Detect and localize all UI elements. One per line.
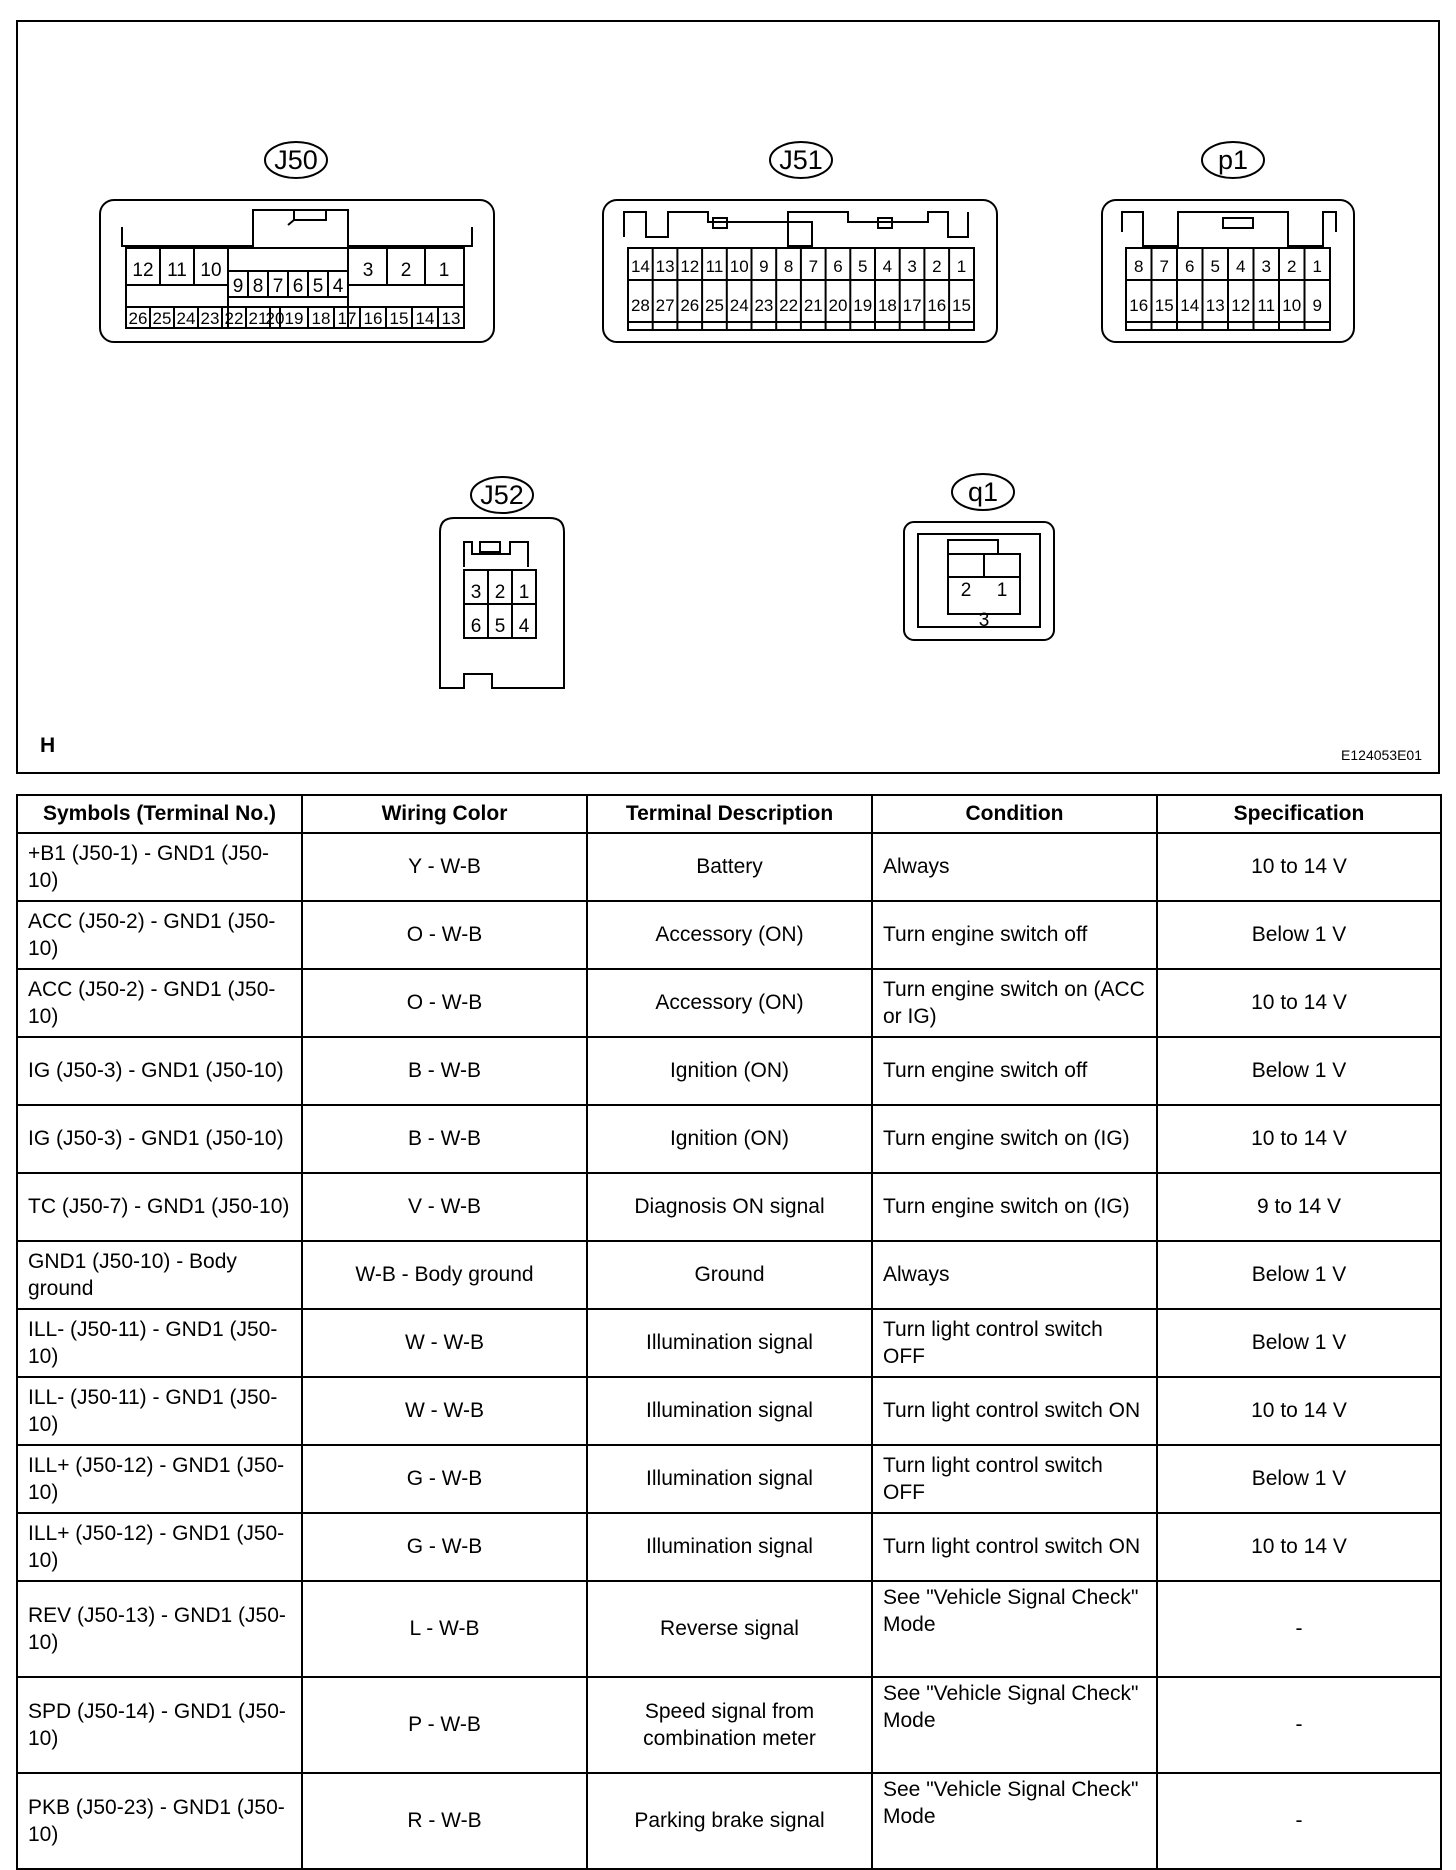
- header-specification: Specification: [1157, 795, 1441, 833]
- pin-number: 12: [680, 257, 700, 276]
- wiring-color-cell: W-B - Body ground: [302, 1241, 587, 1309]
- pin-number: 23: [754, 296, 774, 315]
- pin-number: 27: [655, 296, 675, 315]
- wiring-color-cell: R - W-B: [302, 1773, 587, 1869]
- symbol-cell: ILL+ (J50-12) - GND1 (J50-10): [17, 1513, 302, 1581]
- wiring-color-cell: W - W-B: [302, 1309, 587, 1377]
- specification-cell: Below 1 V: [1157, 1241, 1441, 1309]
- pin-number: 24: [729, 296, 749, 315]
- description-cell: Illumination signal: [587, 1513, 872, 1581]
- wiring-color-cell: O - W-B: [302, 969, 587, 1037]
- connector-label: p1: [1217, 145, 1249, 175]
- j50-bottom-pins: [129, 309, 461, 328]
- specification-cell: 9 to 14 V: [1157, 1173, 1441, 1241]
- description-cell: Illumination signal: [587, 1377, 872, 1445]
- pin-number: 14: [1180, 296, 1200, 315]
- pin-number: 1: [438, 260, 450, 281]
- specification-cell: Below 1 V: [1157, 1309, 1441, 1377]
- symbol-cell: ILL+ (J50-12) - GND1 (J50-10): [17, 1445, 302, 1513]
- condition-cell: Turn engine switch on (ACC or IG): [872, 969, 1157, 1037]
- pin-number: 3: [1261, 257, 1271, 276]
- condition-cell: Turn light control switch ON: [872, 1377, 1157, 1445]
- table-row: [17, 1773, 1441, 1869]
- pin-number: 6: [1185, 257, 1195, 276]
- pin-number: 3: [362, 260, 374, 281]
- pin-number: 5: [1210, 257, 1220, 276]
- pin-number: 11: [167, 260, 187, 281]
- pin-number: 25: [705, 296, 724, 315]
- condition-cell: Turn light control switch OFF: [872, 1309, 1157, 1377]
- pin-number: 6: [833, 257, 843, 276]
- description-cell: Ground: [587, 1241, 872, 1309]
- pin-number: 19: [284, 309, 304, 328]
- description-cell: Illumination signal: [587, 1309, 872, 1377]
- pin-number: 18: [311, 309, 331, 328]
- pin-number: 4: [882, 257, 893, 276]
- pin-number: 20: [265, 309, 285, 328]
- pin-number: 8: [1134, 257, 1144, 276]
- wiring-color-cell: G - W-B: [302, 1513, 587, 1581]
- pin-number: 16: [363, 309, 383, 328]
- specification-cell: Below 1 V: [1157, 1445, 1441, 1513]
- pin-number: 15: [389, 309, 409, 328]
- symbol-cell: SPD (J50-14) - GND1 (J50-10): [17, 1677, 302, 1773]
- pin-number: 10: [1282, 296, 1302, 315]
- table-row: [17, 1309, 1441, 1377]
- description-cell: Parking brake signal: [587, 1773, 872, 1869]
- header-symbols: Symbols (Terminal No.): [17, 795, 302, 833]
- pin-number: 12: [132, 260, 154, 281]
- pin-number: 2: [1287, 257, 1297, 276]
- condition-cell: Turn light control switch OFF: [872, 1445, 1157, 1513]
- pin-number: 21: [803, 296, 823, 315]
- description-cell: Illumination signal: [587, 1445, 872, 1513]
- pin-number: 4: [332, 276, 344, 297]
- pin-number: 5: [494, 616, 506, 637]
- specification-cell: 10 to 14 V: [1157, 1513, 1441, 1581]
- condition-cell: Turn engine switch off: [872, 901, 1157, 969]
- pin-number: 13: [1205, 296, 1225, 315]
- pin-number: 1: [518, 582, 530, 603]
- symbol-cell: ACC (J50-2) - GND1 (J50-10): [17, 969, 302, 1037]
- wiring-color-cell: O - W-B: [302, 901, 587, 969]
- table-row: [17, 1377, 1441, 1445]
- pin-number: 7: [272, 276, 284, 297]
- diagram-reference-code: E124053E01: [1341, 747, 1422, 763]
- specification-cell: 10 to 14 V: [1157, 833, 1441, 901]
- wiring-color-cell: V - W-B: [302, 1173, 587, 1241]
- condition-cell: Turn engine switch on (IG): [872, 1173, 1157, 1241]
- condition-cell: Turn engine switch on (IG): [872, 1105, 1157, 1173]
- pin-number: 3: [907, 257, 917, 276]
- table-header-row: [17, 795, 1441, 833]
- pin-number: 7: [808, 257, 819, 276]
- pin-number: 15: [1154, 296, 1174, 315]
- symbol-cell: IG (J50-3) - GND1 (J50-10): [17, 1037, 302, 1105]
- pin-number: 10: [729, 257, 749, 276]
- pin-number: 16: [1129, 296, 1149, 315]
- description-cell: Ignition (ON): [587, 1105, 872, 1173]
- pin-number: 16: [927, 296, 947, 315]
- pin-number: 26: [680, 296, 700, 315]
- pin-number: 9: [1312, 296, 1322, 315]
- specification-cell: 10 to 14 V: [1157, 1105, 1441, 1173]
- description-cell: Speed signal from combination meter: [587, 1677, 872, 1773]
- pin-number: 12: [1231, 296, 1251, 315]
- connector-label: J52: [480, 480, 524, 510]
- description-cell: Diagnosis ON signal: [587, 1173, 872, 1241]
- pin-number: 1: [956, 257, 967, 276]
- pin-number: 21: [248, 309, 268, 328]
- condition-cell: Always: [872, 833, 1157, 901]
- j52-bottom-pins: [471, 616, 530, 637]
- header-wiring-color: Wiring Color: [302, 795, 587, 833]
- pin-number: 9: [759, 257, 769, 276]
- connector-diagram: [16, 20, 1440, 774]
- symbol-cell: PKB (J50-23) - GND1 (J50-10): [17, 1773, 302, 1869]
- description-cell: Accessory (ON): [587, 901, 872, 969]
- table-row: [17, 1037, 1441, 1105]
- table-row: [17, 1105, 1441, 1173]
- condition-cell: See "Vehicle Signal Check" Mode: [872, 1677, 1157, 1773]
- table-row: [17, 1581, 1441, 1677]
- pin-number: 6: [292, 276, 304, 297]
- specification-cell: 10 to 14 V: [1157, 1377, 1441, 1445]
- q1-bottom-pins: [979, 610, 990, 631]
- pin-number: 17: [337, 309, 357, 328]
- description-cell: Battery: [587, 833, 872, 901]
- symbol-cell: ACC (J50-2) - GND1 (J50-10): [17, 901, 302, 969]
- pin-number: 5: [312, 276, 324, 297]
- p1-bottom-pins: [1129, 296, 1322, 315]
- pin-number: 14: [415, 309, 435, 328]
- wiring-color-cell: Y - W-B: [302, 833, 587, 901]
- pin-number: 10: [200, 260, 222, 281]
- j51-top-pins: [631, 257, 966, 276]
- q1-top-pins: [961, 580, 1008, 601]
- j50-top-pins: [132, 260, 449, 297]
- pin-number: 26: [128, 309, 148, 328]
- connector-label: J50: [274, 145, 318, 175]
- pin-number: 2: [400, 260, 412, 281]
- pin-number: 7: [1159, 257, 1169, 276]
- pin-number: 9: [232, 276, 244, 297]
- pin-number: 13: [441, 309, 461, 328]
- symbol-cell: ILL- (J50-11) - GND1 (J50-10): [17, 1377, 302, 1445]
- pin-number: 2: [960, 580, 972, 601]
- pin-number: 25: [152, 309, 172, 328]
- specification-cell: Below 1 V: [1157, 1037, 1441, 1105]
- pin-number: 28: [630, 296, 650, 315]
- condition-cell: Turn engine switch off: [872, 1037, 1157, 1105]
- table-row: [17, 1445, 1441, 1513]
- diagram-section-letter: H: [40, 734, 56, 757]
- pin-number: 3: [470, 582, 482, 603]
- wiring-color-cell: G - W-B: [302, 1445, 587, 1513]
- description-cell: Accessory (ON): [587, 969, 872, 1037]
- terminal-spec-table: [16, 794, 1442, 1870]
- header-terminal-description: Terminal Description: [587, 795, 872, 833]
- pin-number: 1: [1312, 257, 1322, 276]
- table-row: [17, 901, 1441, 969]
- description-cell: Ignition (ON): [587, 1037, 872, 1105]
- condition-cell: See "Vehicle Signal Check" Mode: [872, 1581, 1157, 1677]
- pin-number: 8: [783, 257, 794, 276]
- table-row: [17, 969, 1441, 1037]
- pin-number: 4: [518, 616, 530, 637]
- connector-label: q1: [967, 477, 999, 507]
- symbol-cell: ILL- (J50-11) - GND1 (J50-10): [17, 1309, 302, 1377]
- pin-number: 3: [978, 610, 990, 631]
- pin-number: 23: [200, 309, 220, 328]
- pin-number: 24: [176, 309, 196, 328]
- wiring-color-cell: B - W-B: [302, 1037, 587, 1105]
- symbol-cell: TC (J50-7) - GND1 (J50-10): [17, 1173, 302, 1241]
- specification-cell: -: [1157, 1773, 1441, 1869]
- wiring-color-cell: P - W-B: [302, 1677, 587, 1773]
- pin-number: 4: [1236, 257, 1246, 276]
- condition-cell: Always: [872, 1241, 1157, 1309]
- specification-cell: Below 1 V: [1157, 901, 1441, 969]
- pin-number: 13: [655, 257, 675, 276]
- wiring-color-cell: W - W-B: [302, 1377, 587, 1445]
- pin-number: 14: [630, 257, 650, 276]
- specification-cell: -: [1157, 1677, 1441, 1773]
- pin-number: 22: [779, 296, 799, 315]
- table-row: [17, 833, 1441, 901]
- header-condition: Condition: [872, 795, 1157, 833]
- description-cell: Reverse signal: [587, 1581, 872, 1677]
- pin-number: 17: [902, 296, 922, 315]
- table-row: [17, 1173, 1441, 1241]
- symbol-cell: IG (J50-3) - GND1 (J50-10): [17, 1105, 302, 1173]
- pin-number: 1: [996, 580, 1008, 601]
- pin-number: 2: [932, 257, 942, 276]
- pin-number: 19: [853, 296, 873, 315]
- condition-cell: See "Vehicle Signal Check" Mode: [872, 1773, 1157, 1869]
- pin-number: 11: [705, 257, 724, 276]
- condition-cell: Turn light control switch ON: [872, 1513, 1157, 1581]
- pin-number: 18: [877, 296, 897, 315]
- specification-cell: 10 to 14 V: [1157, 969, 1441, 1037]
- table-row: [17, 1241, 1441, 1309]
- wiring-color-cell: L - W-B: [302, 1581, 587, 1677]
- symbol-cell: REV (J50-13) - GND1 (J50-10): [17, 1581, 302, 1677]
- pin-number: 15: [952, 296, 971, 315]
- specification-cell: -: [1157, 1581, 1441, 1677]
- connector-label: J51: [779, 145, 823, 175]
- pin-number: 11: [1257, 296, 1276, 315]
- pin-number: 5: [857, 257, 868, 276]
- pin-number: 2: [494, 582, 506, 603]
- table-row: [17, 1677, 1441, 1773]
- pin-number: 22: [224, 309, 244, 328]
- wiring-color-cell: B - W-B: [302, 1105, 587, 1173]
- table-row: [17, 1513, 1441, 1581]
- pin-number: 20: [828, 296, 848, 315]
- pin-number: 6: [470, 616, 482, 637]
- pin-number: 8: [252, 276, 264, 297]
- symbol-cell: +B1 (J50-1) - GND1 (J50-10): [17, 833, 302, 901]
- j52-top-pins: [471, 582, 530, 603]
- symbol-cell: GND1 (J50-10) - Body ground: [17, 1241, 302, 1309]
